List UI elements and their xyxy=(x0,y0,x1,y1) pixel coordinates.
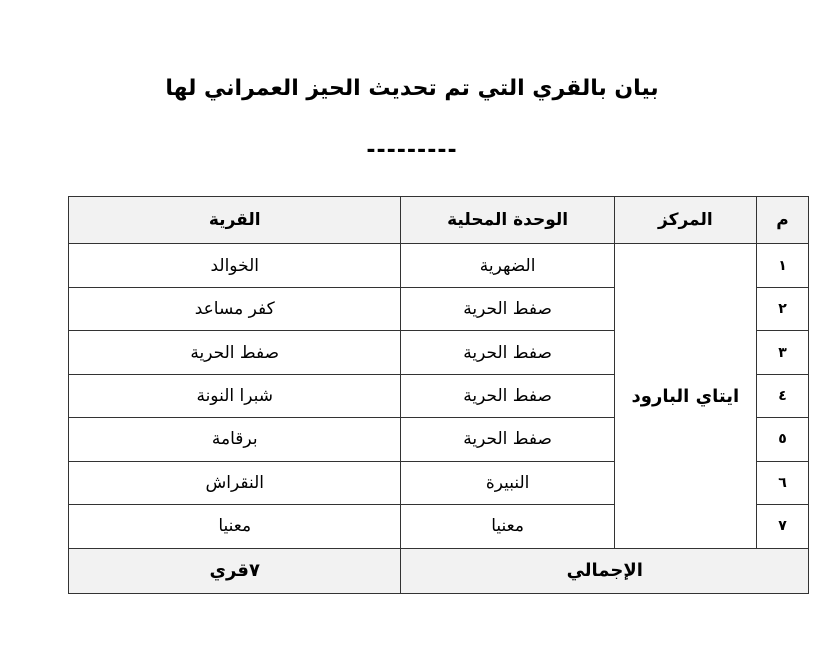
table-header-row xyxy=(69,197,809,244)
row-num: ٦ xyxy=(756,461,808,504)
title-divider: --------- xyxy=(366,138,458,163)
row-village: برقامة xyxy=(69,418,401,461)
row-village: صفط الحرية xyxy=(69,331,401,374)
header-unit: الوحدة المحلية xyxy=(401,197,614,244)
row-unit: النبيرة xyxy=(401,461,614,504)
row-village: الخوالد xyxy=(69,244,401,287)
row-num: ٣ xyxy=(756,331,808,374)
header-village: القرية xyxy=(69,197,401,244)
row-num: ٧ xyxy=(756,505,808,548)
total-label: الإجمالي xyxy=(401,548,809,593)
row-unit: صفط الحرية xyxy=(401,418,614,461)
villages-table xyxy=(68,196,809,594)
total-row xyxy=(69,548,809,593)
total-value: ٧قري xyxy=(69,548,401,593)
row-village: معنيا xyxy=(69,505,401,548)
row-unit: صفط الحرية xyxy=(401,374,614,417)
table-row xyxy=(69,244,809,287)
row-unit: صفط الحرية xyxy=(401,287,614,330)
row-num: ١ xyxy=(756,244,808,287)
row-num: ٤ xyxy=(756,374,808,417)
header-center: المركز xyxy=(614,197,756,244)
row-unit: معنيا xyxy=(401,505,614,548)
row-num: ٢ xyxy=(756,287,808,330)
row-village: النقراش xyxy=(69,461,401,504)
document-title: بيان بالقري التي تم تحديث الحيز العمراني لها xyxy=(165,76,659,101)
row-village: كفر مساعد xyxy=(69,287,401,330)
center-name-cell: ايتاي البارود xyxy=(614,244,756,548)
row-unit: الضهرية xyxy=(401,244,614,287)
row-village: شبرا النونة xyxy=(69,374,401,417)
row-num: ٥ xyxy=(756,418,808,461)
header-num: م xyxy=(756,197,808,244)
row-unit: صفط الحرية xyxy=(401,331,614,374)
